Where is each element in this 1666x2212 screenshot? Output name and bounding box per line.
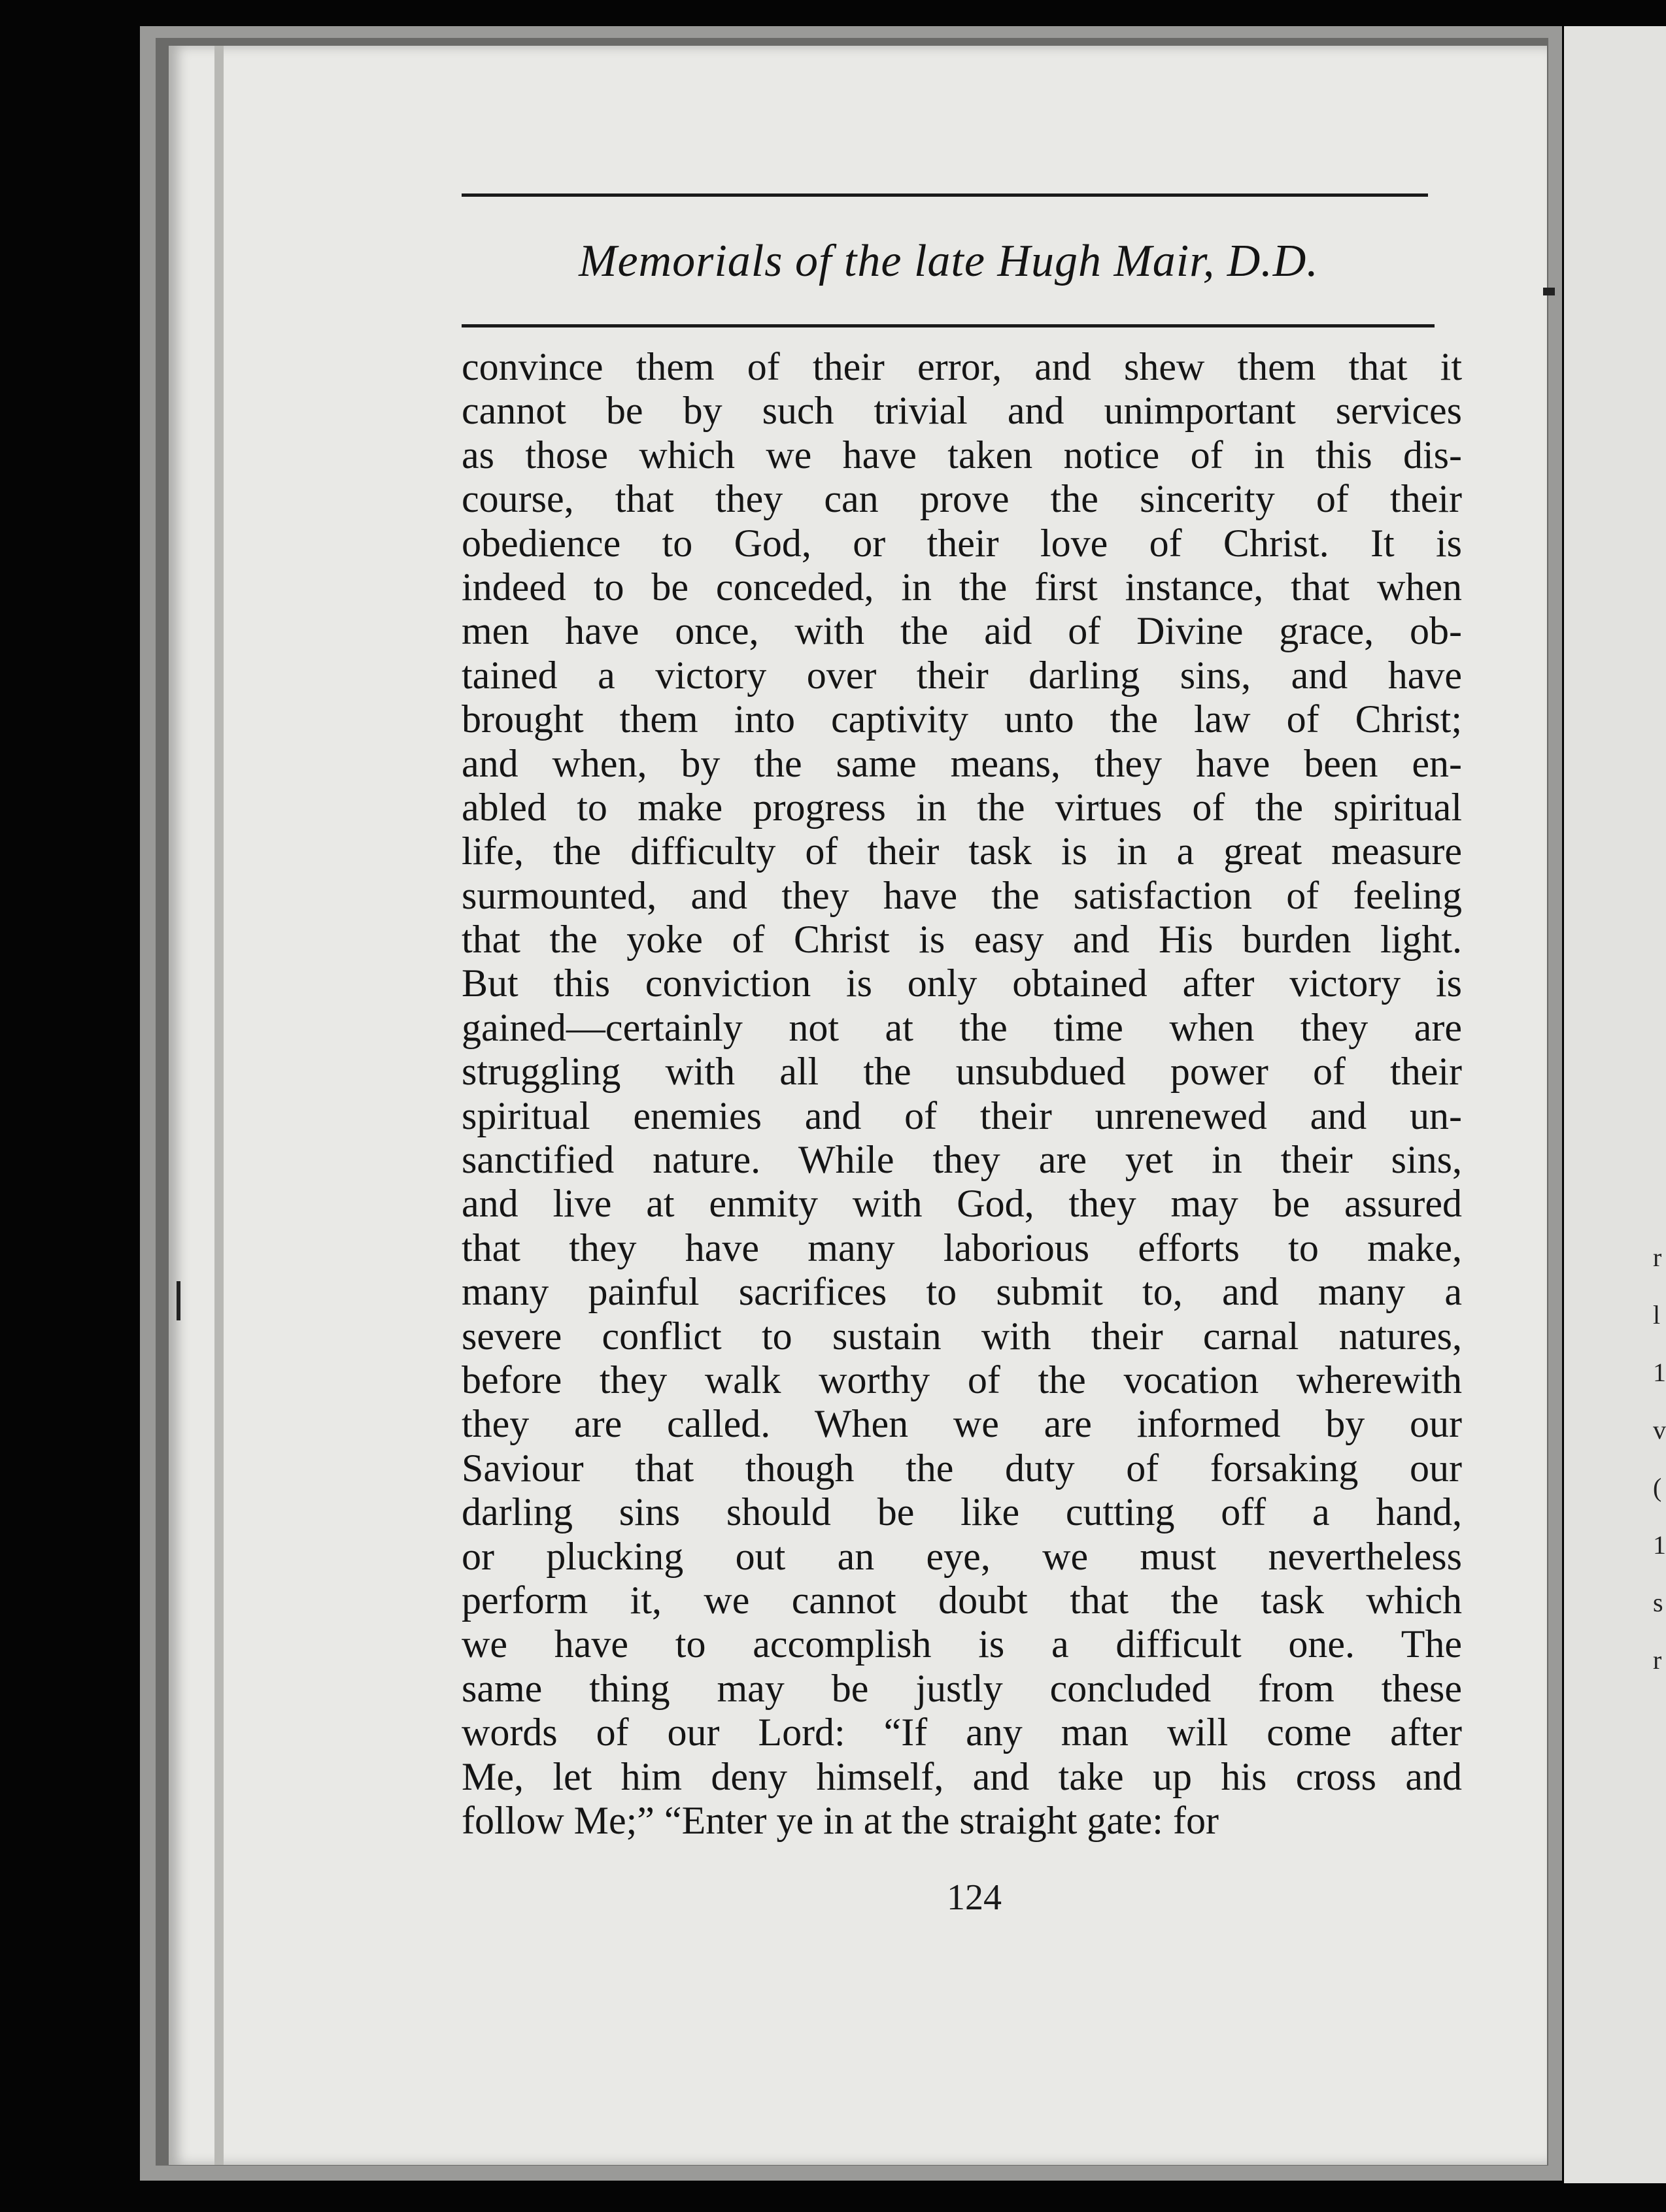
text-line: darling sins should be like cutting off a hand, — [462, 1490, 1462, 1534]
text-line: But this conviction is only obtained after victory is — [462, 962, 1462, 1005]
paper-speck — [177, 1281, 180, 1320]
text-line: course, that they can prove the sincerity of their — [462, 477, 1462, 521]
text-line: tained a victory over their darling sins, and have — [462, 653, 1462, 697]
text-line: convince them of their error, and shew them that it — [462, 345, 1462, 388]
text-line: gained—certainly not at the time when they are — [462, 1005, 1462, 1049]
text-line: brought them into captivity unto the law of Christ; — [462, 697, 1462, 741]
text-line: that they have many laborious efforts to make, — [462, 1226, 1462, 1269]
text-line: indeed to be conceded, in the first instance, that when — [462, 565, 1462, 609]
text-line: abled to make progress in the virtues of the spiritual — [462, 785, 1462, 829]
text-line: or plucking out an eye, we must nevertheless — [462, 1534, 1462, 1578]
page-gutter-shadow — [214, 46, 224, 2165]
text-line: as those which we have taken notice of in this dis- — [462, 433, 1462, 477]
running-head: Memorials of the late Hugh Mair, D.D. — [579, 236, 1319, 286]
header-rule-top — [462, 193, 1428, 197]
paper-speck — [1543, 288, 1555, 295]
text-line: many painful sacrifices to submit to, and many a — [462, 1270, 1462, 1314]
text-line: surmounted, and they have the satisfaction of feeling — [462, 873, 1462, 917]
adjacent-page-fragment: r l 1 v ( 1 s r — [1653, 1243, 1666, 1675]
text-line: Me, let him deny himself, and take up his cross and — [462, 1754, 1462, 1798]
text-line: and when, by the same means, they have been en- — [462, 741, 1462, 785]
body-text — [462, 345, 1462, 1843]
text-line: obedience to God, or their love of Christ. It is — [462, 521, 1462, 565]
text-line: severe conflict to sustain with their carnal natures, — [462, 1314, 1462, 1358]
text-line: same thing may be justly concluded from these — [462, 1666, 1462, 1710]
text-line: men have once, with the aid of Divine grace, ob- — [462, 609, 1462, 653]
adjacent-page-edge — [1564, 26, 1666, 2183]
text-line: words of our Lord: “If any man will come after — [462, 1711, 1462, 1754]
text-line: perform it, we cannot doubt that the task which — [462, 1578, 1462, 1622]
text-line: and live at enmity with God, they may be assured — [462, 1182, 1462, 1226]
page-number: 124 — [947, 1877, 1002, 1918]
text-line: they are called. When we are informed by our — [462, 1402, 1462, 1446]
header-rule-bottom — [462, 324, 1435, 327]
text-line: spiritual enemies and of their unrenewed and un- — [462, 1094, 1462, 1137]
text-line: we have to accomplish is a difficult one. The — [462, 1622, 1462, 1666]
text-line: follow Me;” “Enter ye in at the straight gate: for — [462, 1798, 1219, 1842]
text-line: that the yoke of Christ is easy and His burden light. — [462, 918, 1462, 962]
text-line: cannot be by such trivial and unimportant services — [462, 389, 1462, 433]
text-line: struggling with all the unsubdued power of their — [462, 1050, 1462, 1094]
text-line: life, the difficulty of their task is in a great measure — [462, 830, 1462, 873]
text-line: sanctified nature. While they are yet in their sins, — [462, 1138, 1462, 1182]
text-line: Saviour that though the duty of forsaking our — [462, 1446, 1462, 1490]
text-line: before they walk worthy of the vocation wherewith — [462, 1358, 1462, 1401]
